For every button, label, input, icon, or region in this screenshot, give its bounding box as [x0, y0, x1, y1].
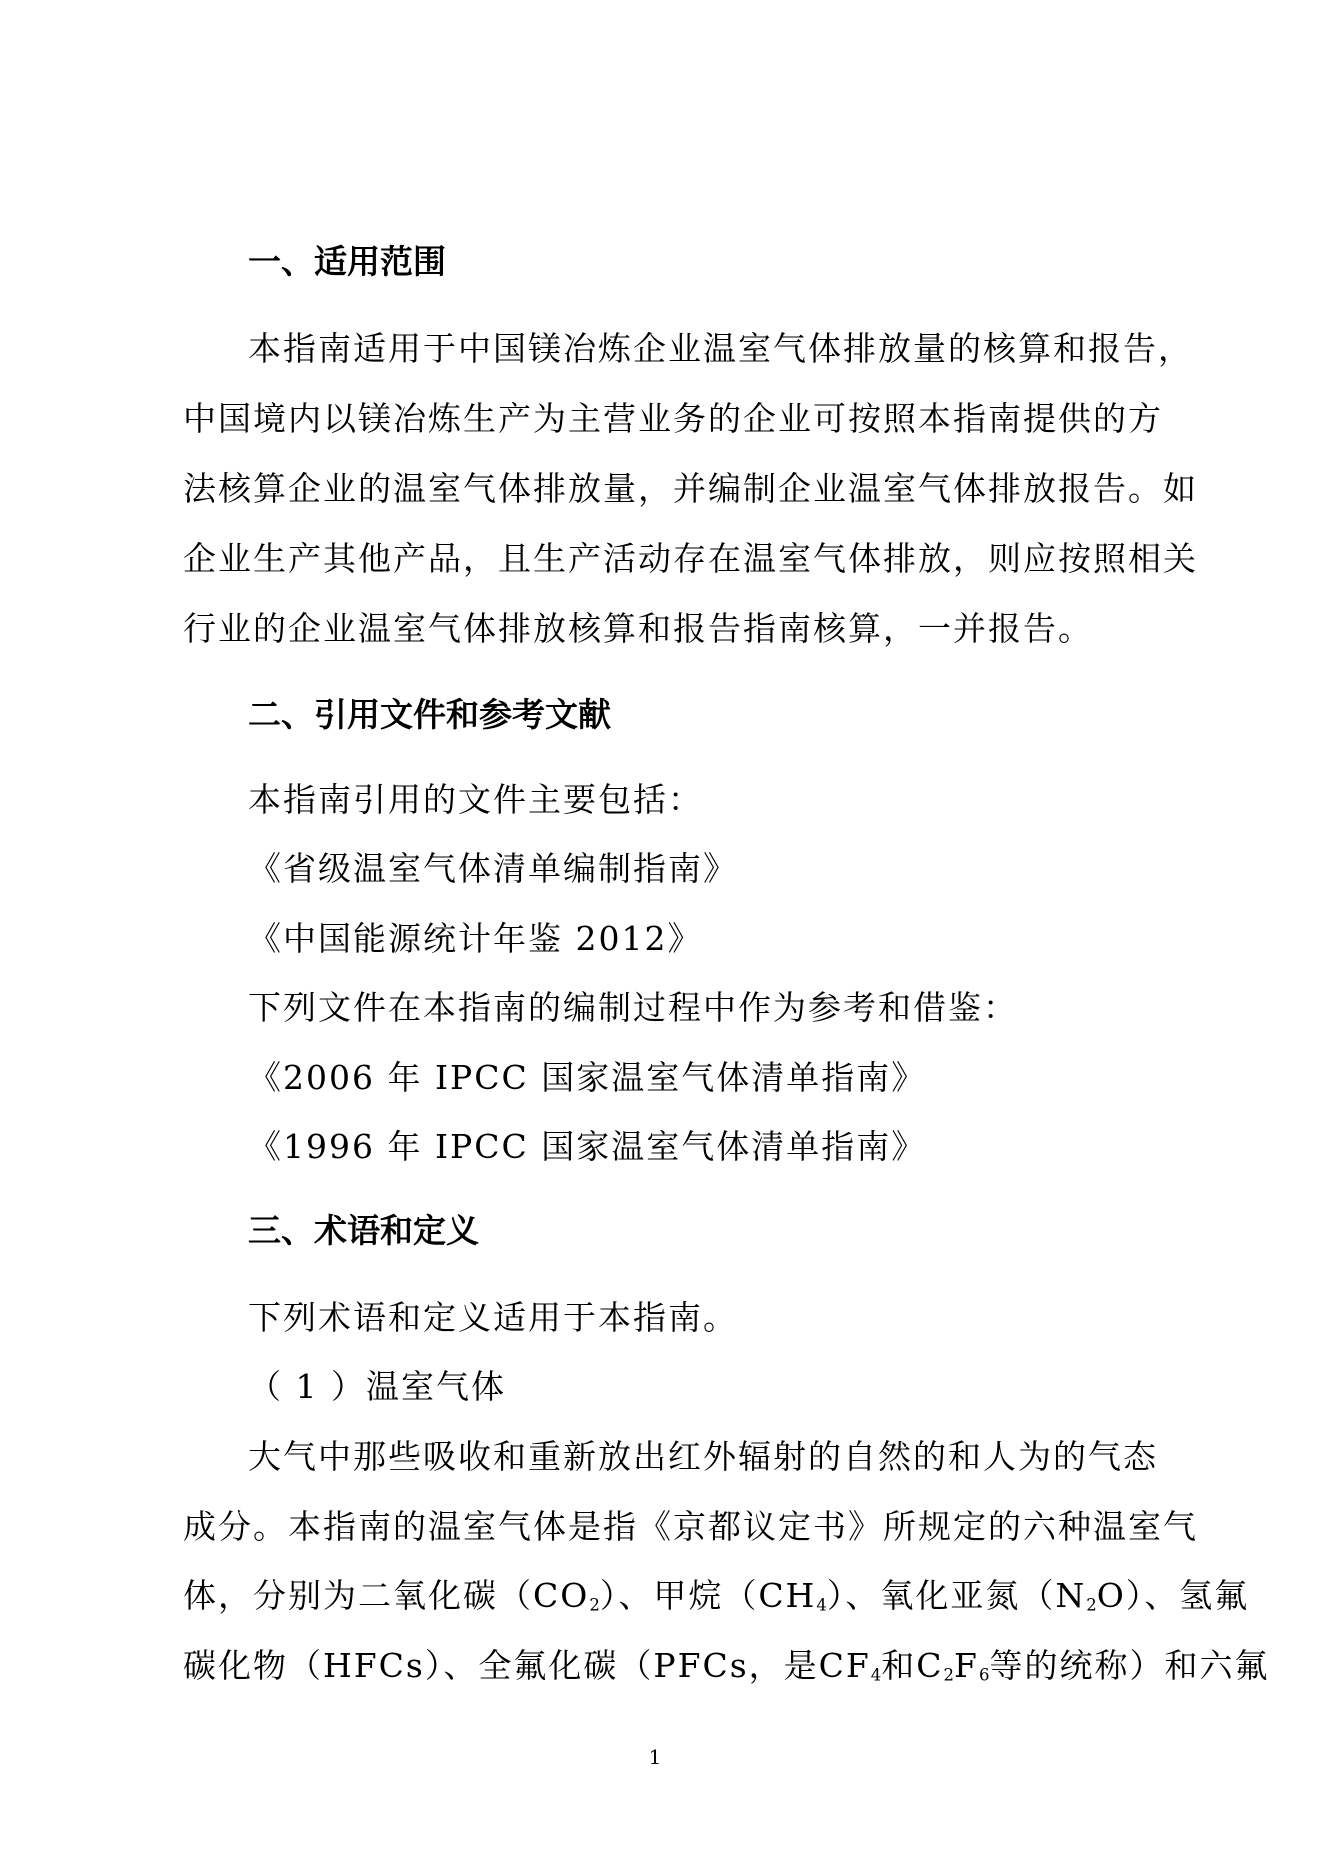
f6-subscript: 6: [978, 1665, 990, 1685]
section-3-line-5: [183, 1576, 1249, 1625]
section-2-line-5: 《2006 年 IPCC 国家温室气体清单指南》: [248, 1058, 927, 1097]
section-1-line-5: 行业的企业温室气体排放核算和报告指南核算，一并报告。: [183, 609, 1093, 648]
ch4-subscript: 4: [816, 1595, 827, 1615]
section-1-line-4: 企业生产其他产品，且生产活动存在温室气体排放，则应按照相关: [183, 539, 1198, 578]
section-2-line-6: 《1996 年 IPCC 国家温室气体清单指南》: [248, 1127, 927, 1166]
section-2-line-2: 《省级温室气体清单编制指南》: [248, 849, 738, 888]
n2o-subscript: 2: [1086, 1595, 1097, 1615]
section-3-line-1: 下列术语和定义适用于本指南。: [248, 1298, 738, 1337]
section-3-line-4: 成分。本指南的温室气体是指《京都议定书》所规定的六种温室气: [183, 1507, 1198, 1546]
section-3-line-6: [183, 1646, 1269, 1695]
line-5-part-c: ）、氧化亚氮（N: [826, 1576, 1087, 1615]
line-5-part-d: O）、氢氟: [1096, 1576, 1250, 1615]
line-6-part-d: 等的统称）和六氟: [989, 1646, 1270, 1685]
section-2-heading: 二、引用文件和参考文献: [248, 695, 611, 734]
line-5-part-b: ）、甲烷（CH: [599, 1576, 817, 1615]
section-3-line-2: （ 1 ）温室气体: [248, 1367, 506, 1406]
co2-subscript: 2: [589, 1595, 600, 1615]
line-5-part-a: 体，分别为二氧化碳（CO: [183, 1576, 590, 1615]
section-1-line-3: 法核算企业的温室气体排放量，并编制企业温室气体排放报告。如: [183, 469, 1198, 508]
section-3-heading: 三、术语和定义: [248, 1211, 479, 1250]
cf4-subscript: 4: [870, 1665, 882, 1685]
section-3-line-3: 大气中那些吸收和重新放出红外辐射的自然的和人为的气态: [248, 1437, 1158, 1476]
page-number: 1: [648, 1745, 662, 1769]
line-6-part-a: 碳化物（HFCs）、全氟化碳（PFCs，是CF: [183, 1646, 871, 1685]
line-6-part-c: F: [954, 1646, 979, 1685]
section-1-line-2: 中国境内以镁冶炼生产为主营业务的企业可按照本指南提供的方: [183, 399, 1163, 438]
section-2-line-4: 下列文件在本指南的编制过程中作为参考和借鉴：: [248, 988, 1018, 1027]
section-1-heading: 一、适用范围: [248, 242, 446, 281]
section-1-line-1: 本指南适用于中国镁冶炼企业温室气体排放量的核算和报告，: [248, 329, 1193, 368]
line-6-part-b: 和C: [881, 1646, 944, 1685]
section-2-line-3: 《中国能源统计年鉴 2012》: [248, 919, 703, 958]
c2-subscript: 2: [943, 1665, 955, 1685]
section-2-line-1: 本指南引用的文件主要包括：: [248, 780, 703, 819]
